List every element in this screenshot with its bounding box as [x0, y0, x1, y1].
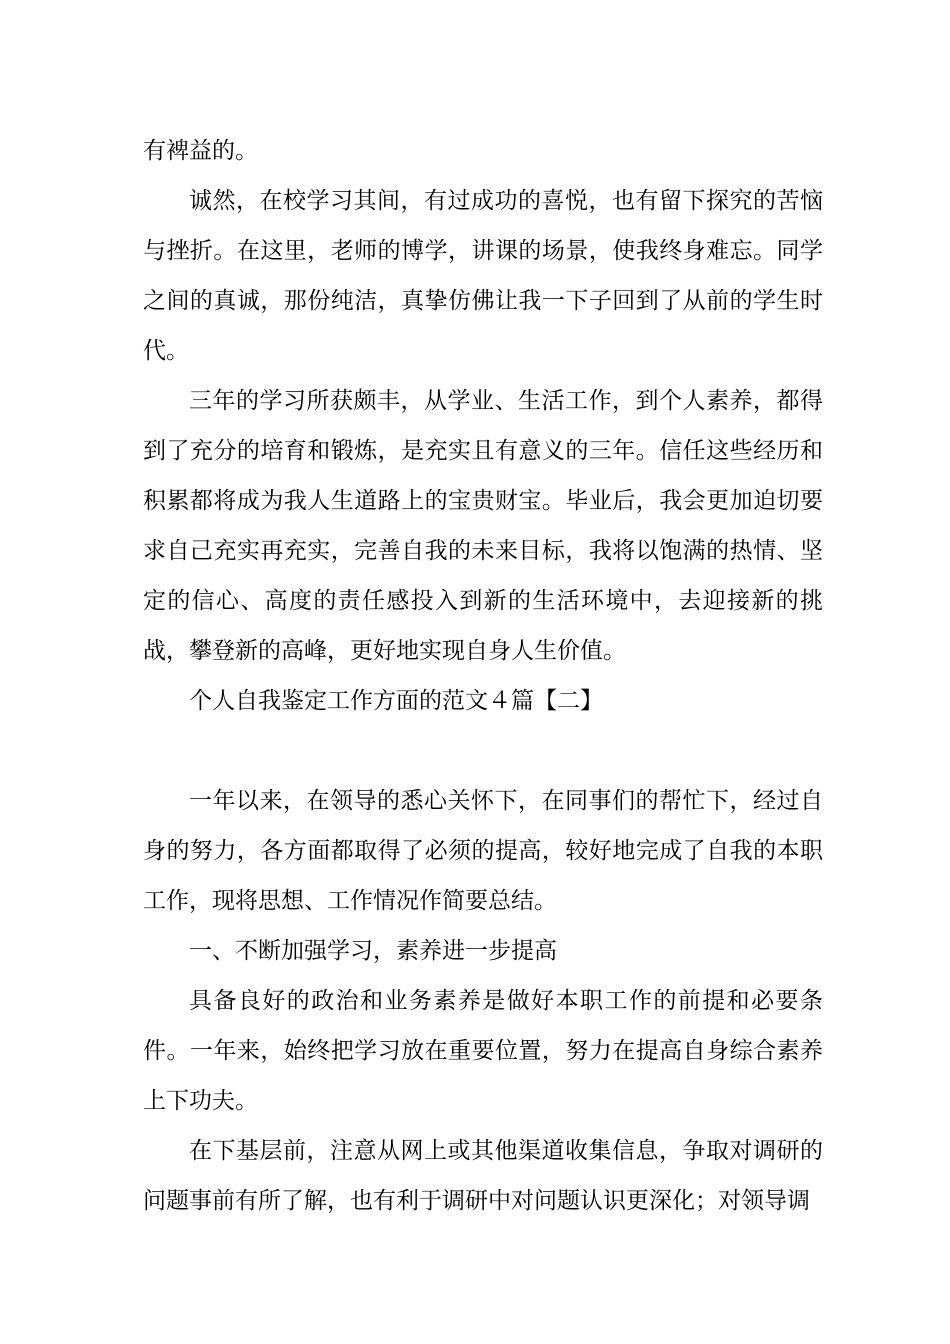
paragraph-year-summary: 一年以来，在领导的悉心关怀下，在同事们的帮忙下，经过自身的努力，各方面都取得了必须的提高，较好地完成了自我的本职工作，现将思想、工作情况作简要总结。 [143, 788, 823, 914]
section-heading-two: 个人自我鉴定工作方面的范文４篇【二】 [189, 688, 603, 714]
paragraph-school-memories: 诚然，在校学习其间，有过成功的喜悦，也有留下探究的苦恼与挫折。在这里，老师的博学，讲课的场景，使我终身难忘。同学之间的真诚，那份纯洁，真挚仿佛让我一下子回到了从前的学生时代。 [143, 188, 823, 364]
paragraph-three-years: 三年的学习所获颇丰，从学业、生活工作，到个人素养，都得到了充分的培育和锻炼，是充实且有意义的三年。信任这些经历和积累都将成为我人生道路上的宝贵财宝。毕业后，我会更加迫切要求自己充实再充实，完善自我的未来目标，我将以饱满的热情、坚定的信心、高度的责任感投入到新的生活环境中，去迎接新的挑战，攀登新的高峰，更好地实现自身人生价值。 [143, 388, 823, 664]
subheading-learning: 一、不断加强学习，素养进一步提高 [189, 938, 557, 964]
paragraph-continuation: 有裨益的。 [143, 138, 258, 164]
paragraph-quality: 具备良好的政治和业务素养是做好本职工作的前提和必要条件。一年来，始终把学习放在重要位置，努力在提高自身综合素养上下功夫。 [143, 988, 823, 1114]
paragraph-research: 在下基层前，注意从网上或其他渠道收集信息，争取对调研的问题事前有所了解，也有利于调研中对问题认识更深化；对领导调 [143, 1138, 823, 1214]
